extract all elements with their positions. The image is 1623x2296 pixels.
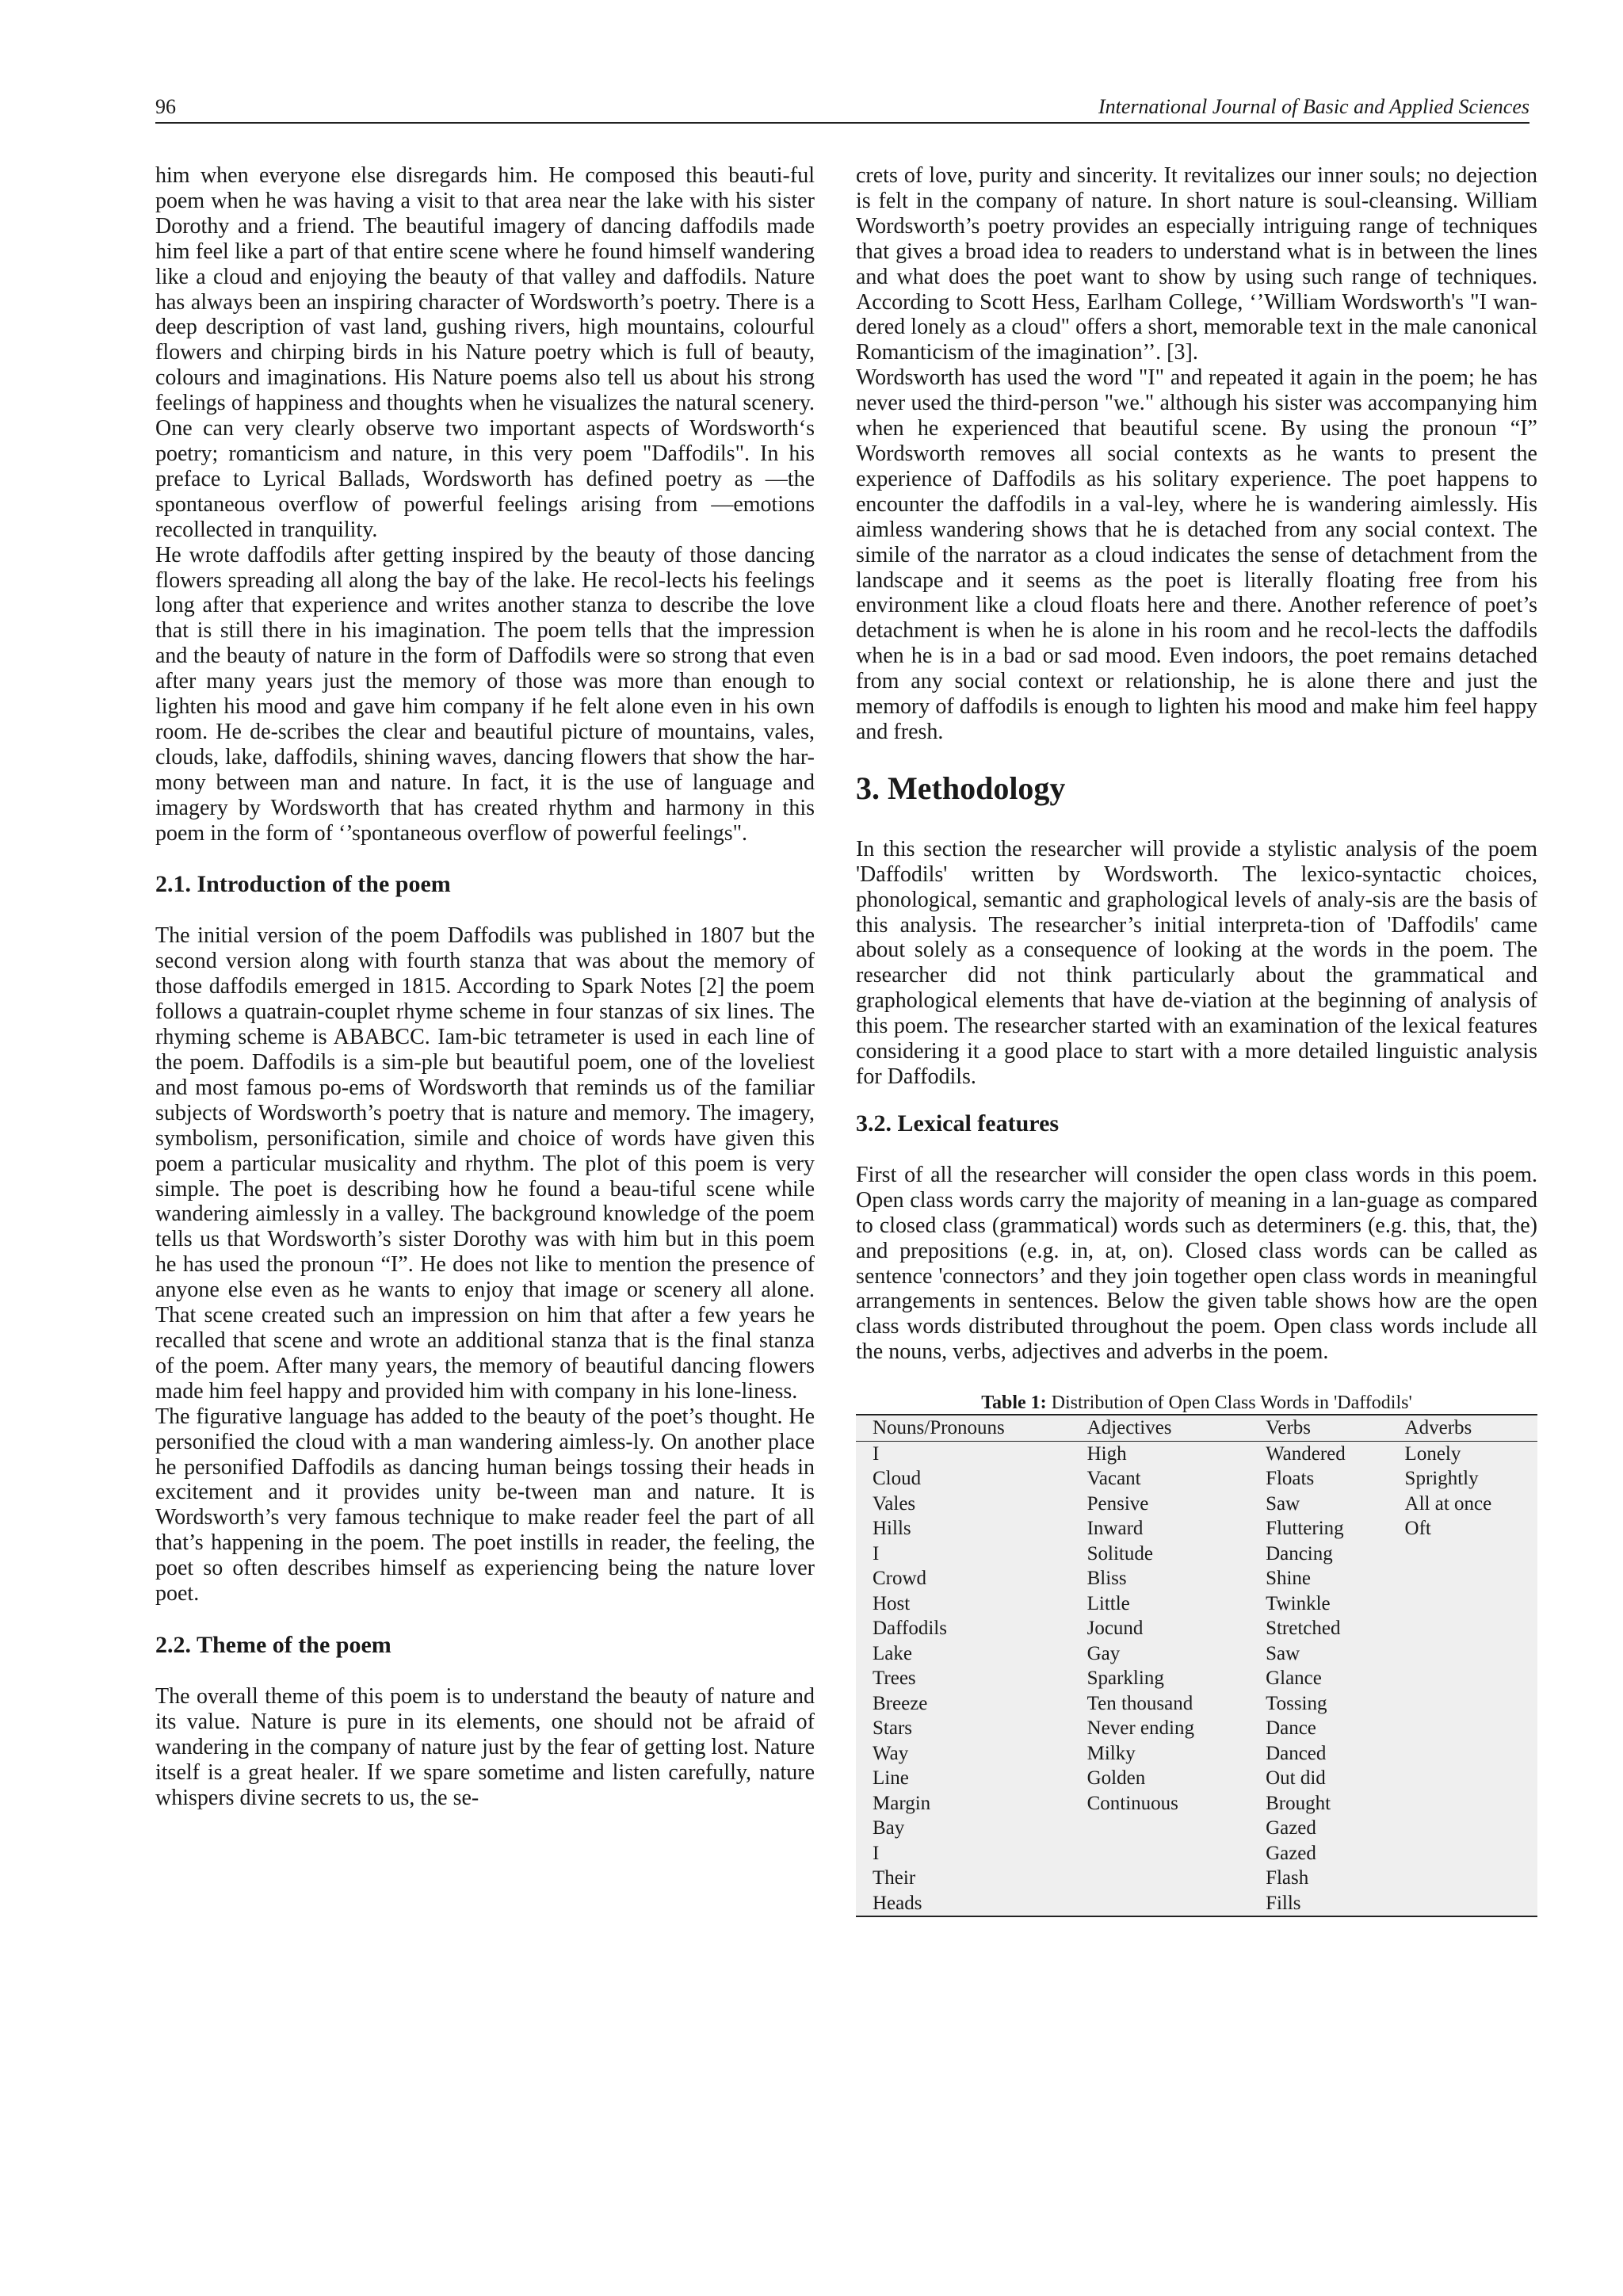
- table-cell: Milky: [1086, 1742, 1136, 1764]
- table-cell: Inward: [1086, 1518, 1144, 1540]
- table-row: [856, 1816, 1537, 1841]
- table-row: [856, 1616, 1537, 1641]
- table-cell: Line: [873, 1767, 909, 1790]
- table-cell: Saw: [1266, 1642, 1300, 1664]
- table-cell: Margin: [873, 1792, 931, 1814]
- body-paragraph: The figurative language has added to the beauty of the poet’s thought. He personified the cloud with a man wandering aimless-ly. On another place he personified Daffodils as dancing human beings tossing their heads in excitement and it provides unity be-tween man and nature. It is Wordsworth’s very famous technique to make reader feel the part of all that’s happening in the poem. The poet instills in reader, the feeling, the poet so often describes himself as experiencing being the nature lover poet.: [155, 1404, 815, 1606]
- table-cell: Saw: [1266, 1492, 1300, 1515]
- table-cell: All at once: [1404, 1492, 1492, 1515]
- body-paragraph: In this section the researcher will provide a stylistic analysis of the poem 'Daffodils' written by Wordsworth. The lexico-syntactic choices, phonological, semantic and graphological levels of analy-sis are the basis of this analysis. The researcher’s initial interpreta-tion of 'Daffodils' came about solely as a consequence of looking at the words in the poem. The researcher did not think particularly about the grammatical and graphological elements that have de-viation at the beginning of analysis of this poem. The researcher started with an examination of the lexical features considering it a good place to start with a more detailed linguistic analysis for Daffodils.: [856, 836, 1537, 1089]
- table-cell: Danced: [1266, 1742, 1327, 1764]
- table-row: [856, 1791, 1537, 1817]
- table-cell: [1388, 1666, 1537, 1691]
- table-cell: [1388, 1891, 1537, 1917]
- table-cell: [1071, 1866, 1249, 1891]
- table-cell: Dancing: [1266, 1542, 1333, 1564]
- table-cell: [1388, 1816, 1537, 1841]
- table-cell: Glance: [1266, 1668, 1322, 1690]
- table-cell: [1388, 1741, 1537, 1767]
- table-cell: Cloud: [873, 1468, 922, 1490]
- open-class-words-table: [856, 1414, 1537, 1917]
- table-cell: [1388, 1866, 1537, 1891]
- table-cell: Sprightly: [1404, 1468, 1479, 1490]
- table-cell: Ten thousand: [1086, 1692, 1193, 1714]
- table-row: [856, 1566, 1537, 1591]
- body-paragraph: First of all the researcher will consider the open class words in this poem. Open class words carry the majority of meaning in a lan-guage as compared to closed class (grammatical) words such as determiners (e.g. this, that, the) and prepositions (e.g. in, at, on). Closed class words can be called as sentence 'connectors’ and they join together open class words in meaningful arrangements in sentences. Below the given table shows how are the open class words distributed throughout the poem. Open class words include all the nouns, verbs, adjectives and adverbs in the poem.: [856, 1162, 1537, 1365]
- table-cell: Hills: [873, 1518, 911, 1540]
- table-cell: I: [873, 1842, 880, 1864]
- running-header: [155, 94, 1529, 124]
- table-cell: Vacant: [1086, 1468, 1141, 1490]
- right-column: [856, 163, 1537, 1917]
- table-cell: Bliss: [1086, 1568, 1127, 1590]
- table-cell: Stars: [873, 1717, 912, 1740]
- table-row: [856, 1741, 1537, 1767]
- table-cell: [1388, 1691, 1537, 1717]
- table-cell: Daffodils: [873, 1618, 947, 1640]
- table-row: [856, 1691, 1537, 1717]
- table-row: [856, 1841, 1537, 1866]
- table-cell: Flash: [1266, 1867, 1309, 1889]
- table-cell: [1388, 1841, 1537, 1866]
- table-cell: [1388, 1766, 1537, 1791]
- body-paragraph: He wrote daffodils after getting inspired by the beauty of those dancing flowers spreading all along the bay of the lake. He recol-lects his feelings long after that experience and writes another stanza to describe the love that is still there in his imagination. The poem tells that the impression and the beauty of nature in the form of Daffodils were so strong that even after many years just the memory of those was more than enough to lighten his mood and gave him company if he felt alone even in his own room. He de-scribes the clear and beautiful picture of mountains, vales, clouds, lake, daffodils, shining waves, dancing flowers that show the har-mony between man and nature. In fact, it is the use of language and imagery by Wordsworth that has created rhythm and harmony in this poem in the form of ‘’spontaneous overflow of powerful feelings".: [155, 542, 815, 846]
- table-row: [856, 1641, 1537, 1667]
- table-cell: Tossing: [1266, 1692, 1327, 1714]
- table-cell: Vales: [873, 1492, 916, 1515]
- table-cell: Sparkling: [1086, 1668, 1164, 1690]
- body-paragraph: Wordsworth has used the word "I" and repeated it again in the poem; he has never used the third-person "we." although his sister was accompanying him when he experienced that beautiful scene. By using the pronoun “I” Wordsworth removes all social contexts as he wants to present the experience of Daffodils as his solitary experience. The poet happens to encounter the daffodils in a val-ley, where he is wandering aimlessly. His aimless wandering shows that he is detached from any social context. The simile of the narrator as a cloud indicates the sense of detachment from the landscape and it seems as the poet is literally floating free from his environment like a cloud floats here and there. Another reference of poet’s detachment is when he is alone in his room and he recol-lects the daffodils when he is in a bad or sad mood. Even indoors, the poet remains detached from any social context or relationship, he is alone there and just the memory of daffodils is enough to lighten his mood and make him feel happy and fresh.: [856, 365, 1537, 744]
- section-heading-2-2: 2.2. Theme of the poem: [155, 1631, 391, 1658]
- table-row: [856, 1766, 1537, 1791]
- table-row: [856, 1466, 1537, 1492]
- table-row: [856, 1716, 1537, 1741]
- table-cell: [1388, 1616, 1537, 1641]
- table-row: [856, 1516, 1537, 1541]
- table-cell: [1388, 1591, 1537, 1617]
- body-paragraph: him when everyone else disregards him. He composed this beauti-ful poem when he was having a visit to that area near the lake with his sister Dorothy and a friend. The beautiful imagery of dancing daffodils made him feel like a part of that entire scene where he found himself wandering like a cloud and enjoying the beauty of that valley and daffodils. Nature has always been an inspiring character of Wordsworth’s poetry. There is a deep description of vast land, gushing rivers, high mountains, colourful flowers and chirping birds in his Nature poetry which is full of beauty, colours and imaginations. His Nature poems also tell us about his strong feelings of happiness and thoughts when he visualizes the natural scenery. One can very clearly observe two important aspects of Wordsworth‘s poetry; romanticism and nature, in this very poem "Daffodils". In his preface to Lyrical Ballads, Wordsworth has defined poetry as ―the spontaneous overflow of powerful feelings arising from ―emotions recollected in tranquility.: [155, 163, 815, 542]
- table-cell: Never ending: [1086, 1717, 1194, 1740]
- section-heading-2-1: 2.1. Introduction of the poem: [155, 871, 451, 898]
- table-cell: Lake: [873, 1642, 912, 1664]
- table-cell: Twinkle: [1266, 1592, 1331, 1614]
- body-paragraph: crets of love, purity and sincerity. It revitalizes our inner souls; no dejection is felt in the company of nature. In short nature is soul-cleansing. William Wordsworth’s poetry provides an especially intriguing range of techniques that gives a broad idea to readers to understand what is in between the lines and what does the poet want to show by using such range of techniques. According to Scott Hess, Earlham College, ‘’William Wordsworth's "I wan-dered lonely as a cloud" offers a short, memorable text in the male canonical Romanticism of the imagination’’. [3].: [856, 163, 1537, 365]
- table-row: [856, 1666, 1537, 1691]
- table-cell: Floats: [1266, 1468, 1315, 1490]
- table-cell: High: [1086, 1442, 1127, 1465]
- table-header-cell: Adverbs: [1404, 1417, 1472, 1439]
- table-cell: Fills: [1266, 1892, 1301, 1914]
- table-cell: Gay: [1086, 1642, 1121, 1664]
- table-row: [856, 1441, 1537, 1466]
- table-cell: [1388, 1541, 1537, 1567]
- table-cell: Bay: [873, 1817, 905, 1839]
- table-cell: [1071, 1841, 1249, 1866]
- table-row: [856, 1541, 1537, 1567]
- page-number: 96: [155, 95, 176, 118]
- table-cell: Fluttering: [1266, 1518, 1344, 1540]
- table-cell: Stretched: [1266, 1618, 1341, 1640]
- table-header-cell: Adjectives: [1086, 1417, 1172, 1439]
- body-paragraph: The overall theme of this poem is to understand the beauty of nature and its value. Nature is pure in its elements, one should not be afraid of wandering in the company of nature just by the fear of getting lost. Nature itself is a great healer. If we spare sometime and listen carefully, nature whispers divine secrets to us, the se-: [155, 1683, 815, 1810]
- table-cell: Shine: [1266, 1568, 1312, 1590]
- table-cell: I: [873, 1542, 880, 1564]
- table-cell: Pensive: [1086, 1492, 1149, 1515]
- table-cell: [1388, 1641, 1537, 1667]
- table-header-cell: Verbs: [1266, 1417, 1311, 1439]
- table-cell: Way: [873, 1742, 909, 1764]
- table-cell: [1388, 1716, 1537, 1741]
- table-cell: Crowd: [873, 1568, 927, 1590]
- table-caption-text: Distribution of Open Class Words in 'Daffodils': [1046, 1392, 1412, 1414]
- table-cell: Oft: [1404, 1518, 1431, 1540]
- table-cell: [1071, 1891, 1249, 1917]
- table-cell: Solitude: [1086, 1542, 1153, 1564]
- table-header-row: [856, 1415, 1537, 1441]
- section-heading-3: 3. Methodology: [856, 770, 1066, 806]
- table-cell: Jocund: [1086, 1618, 1144, 1640]
- journal-title: International Journal of Basic and Applied Sciences: [1098, 95, 1529, 118]
- table-cell: Little: [1086, 1592, 1130, 1614]
- body-paragraph: The initial version of the poem Daffodils was published in 1807 but the second version along with fourth stanza that was about the memory of those daffodils emerged in 1815. According to Spark Notes [2] the poem follows a quatrain-couplet rhyme scheme in four stanzas of six lines. The rhyming scheme is ABABCC. Iam-bic tetrameter is used in each line of the poem. Daffodils is a sim-ple but beautiful poem, one of the loveliest and most famous po-ems of Wordsworth that reminds us of the familiar subjects of Wordsworth’s poetry that is nature and memory. The imagery, symbolism, personification, simile and choice of words have given this poem a particular musicality and rhythm. The plot of this poem is very simple. The poet is describing how he found a beau-tiful scene while wandering aimlessly in a valley. The background knowledge of the poem tells us that Wordsworth’s sister Dorothy was with him but in this poem he has used the pronoun “I”. He does not like to mention the presence of anyone else even as he wants to enjoy that image or scenery all alone. That scene created such an impression on him that after a few years he recalled that scene and wrote an additional stanza that is the final stanza of the poem. After many years, the memory of beautiful dancing flowers made him feel happy and provided him with company in his lone-liness.: [155, 923, 815, 1404]
- table-cell: Trees: [873, 1668, 916, 1690]
- table-header-cell: Nouns/Pronouns: [873, 1417, 1005, 1439]
- table-cell: Out did: [1266, 1767, 1326, 1790]
- table-cell: I: [873, 1442, 880, 1465]
- section-heading-3-2: 3.2. Lexical features: [856, 1110, 1060, 1137]
- table-cell: Host: [873, 1592, 911, 1614]
- table-cell: Golden: [1086, 1767, 1146, 1790]
- table-cell: Continuous: [1086, 1792, 1178, 1814]
- table-cell: [1388, 1566, 1537, 1591]
- table-cell: Brought: [1266, 1792, 1331, 1814]
- table-cell: Wandered: [1266, 1442, 1346, 1465]
- table-cell: [1388, 1791, 1537, 1817]
- left-column: [155, 163, 815, 1810]
- table-cell: Heads: [873, 1892, 922, 1914]
- table-row: [856, 1591, 1537, 1617]
- table-row: [856, 1492, 1537, 1517]
- table-cell: Dance: [1266, 1717, 1316, 1740]
- table-cell: [1071, 1816, 1249, 1841]
- table-cell: Gazed: [1266, 1817, 1316, 1839]
- table-row: [856, 1891, 1537, 1917]
- table-caption: [856, 1392, 1537, 1414]
- table-cell: Lonely: [1404, 1442, 1461, 1465]
- table-cell: Gazed: [1266, 1842, 1316, 1864]
- table-row: [856, 1866, 1537, 1891]
- table-cell: Their: [873, 1867, 916, 1889]
- table-cell: Breeze: [873, 1692, 928, 1714]
- table-caption-label: Table 1:: [981, 1392, 1047, 1414]
